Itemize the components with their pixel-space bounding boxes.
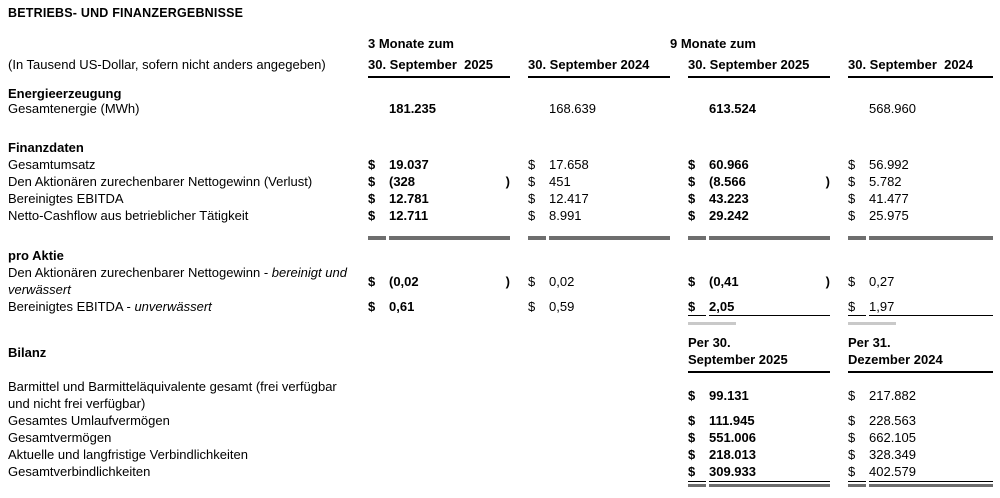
currency-sign: $ xyxy=(688,387,696,403)
value-cell xyxy=(368,273,510,290)
separator-bar xyxy=(389,236,510,240)
section-title-energy: Energieerzeugung xyxy=(8,86,122,101)
value: 12.711 xyxy=(389,208,429,223)
value-cell xyxy=(848,190,993,207)
section-title-financial: Finanzdaten xyxy=(8,140,84,155)
value-cell xyxy=(848,429,993,446)
currency-sign xyxy=(688,100,706,117)
close-paren: ) xyxy=(825,273,830,289)
value-cell xyxy=(528,273,670,290)
value: 12.417 xyxy=(549,191,589,206)
separator-bar xyxy=(528,236,546,240)
currency-sign: $ xyxy=(528,299,536,314)
value: 309.933 xyxy=(709,463,830,482)
value: 1,97 xyxy=(869,299,993,316)
value: 43.223 xyxy=(709,191,749,206)
value-cell xyxy=(368,190,510,207)
col-header-3m-2024: 30. September 2024 xyxy=(528,56,670,78)
currency-sign: $ xyxy=(368,157,376,172)
value: 0,02 xyxy=(549,273,575,289)
value: 17.658 xyxy=(549,157,589,172)
row-label: Bereinigtes EBITDA xyxy=(8,191,124,206)
section-per-share xyxy=(0,247,1000,264)
value-cell xyxy=(848,387,993,404)
section-title-per-share: pro Aktie xyxy=(8,248,64,263)
faint-rule-cell xyxy=(848,322,993,325)
table-row-revenue xyxy=(0,156,1000,173)
value-cell xyxy=(848,412,993,429)
currency-sign: $ xyxy=(688,463,706,482)
value: 5.782 xyxy=(869,174,902,189)
value-cell xyxy=(368,299,510,314)
value: 2,05 xyxy=(709,299,830,316)
value-cell xyxy=(368,207,510,224)
section-separator-row xyxy=(0,236,1000,240)
currency-sign: $ xyxy=(848,430,856,445)
value-cell xyxy=(688,299,830,316)
value: 168.639 xyxy=(549,101,596,116)
row-label: Gesamtenergie (MWh) xyxy=(8,101,140,116)
separator-bar xyxy=(848,484,866,487)
currency-sign: $ xyxy=(528,208,536,223)
value: 217.882 xyxy=(869,387,916,403)
header-line: Per 31. xyxy=(848,335,891,350)
currency-sign: $ xyxy=(368,299,376,314)
table-row-eps-diluted xyxy=(0,264,1000,298)
row-label: Gesamtumsatz xyxy=(8,157,96,172)
currency-sign: $ xyxy=(688,413,696,428)
value: (0,02 xyxy=(389,273,419,289)
currency-sign: $ xyxy=(688,273,696,289)
table-row-total-liabilities xyxy=(0,463,1000,482)
separator-bar xyxy=(688,236,706,240)
row-label-italic: unverwässert xyxy=(134,299,212,314)
value-cell xyxy=(848,156,993,173)
currency-sign: $ xyxy=(848,273,856,289)
separator-cell xyxy=(848,236,993,240)
value: 25.975 xyxy=(869,208,909,223)
table-row-total-assets xyxy=(0,429,1000,446)
col-header-3m-2025: 30. September 2025 xyxy=(368,56,510,78)
value-cell xyxy=(688,100,830,117)
close-paren: ) xyxy=(505,174,510,189)
table-row-ebitda-basic xyxy=(0,299,1000,316)
table-row-adj-ebitda xyxy=(0,190,1000,207)
separator-bar xyxy=(709,484,830,487)
value: 0,27 xyxy=(869,273,895,289)
row-label: Gesamtes Umlaufvermögen xyxy=(8,413,170,428)
row-label xyxy=(8,264,368,298)
header-line: September 2025 xyxy=(688,352,788,367)
row-label-italic: bereinigt und verwässert xyxy=(8,265,347,297)
page-title: BETRIEBS- UND FINANZERGEBNISSE xyxy=(8,6,244,20)
currency-sign: $ xyxy=(848,387,856,403)
currency-sign: $ xyxy=(848,463,866,482)
value-cell xyxy=(688,173,830,190)
currency-sign: $ xyxy=(688,191,696,206)
value-cell xyxy=(688,412,830,429)
currency-sign: $ xyxy=(688,157,696,172)
currency-sign: $ xyxy=(848,174,856,189)
separator-cell xyxy=(528,236,670,240)
units-note: (In Tausend US-Dollar, sofern nicht anders angegeben) xyxy=(8,57,326,72)
currency-sign: $ xyxy=(688,208,696,223)
value-cell xyxy=(368,156,510,173)
row-label: Den Aktionären zurechenbarer Nettogewinn (Verlust) xyxy=(8,174,313,189)
value-cell xyxy=(688,429,830,446)
currency-sign: $ xyxy=(688,447,696,462)
separator-cell xyxy=(368,236,510,240)
currency-sign: $ xyxy=(688,174,696,189)
value: 662.105 xyxy=(869,430,916,445)
value: 218.013 xyxy=(709,447,756,462)
row-label-text: Bereinigtes EBITDA - xyxy=(8,299,135,314)
col-header-balance-2024 xyxy=(848,334,993,373)
currency-sign: $ xyxy=(688,299,706,316)
value: 0,61 xyxy=(389,299,415,314)
row-label: Barmittel und Barmitteläquivalente gesamt (frei verfügbar und nicht frei verfügbar) xyxy=(8,379,337,411)
value-cell xyxy=(688,463,830,482)
section-financial xyxy=(0,139,1000,156)
group-header-9-months: 9 Monate zum xyxy=(670,36,756,51)
value: 328.349 xyxy=(869,447,916,462)
value-cell xyxy=(688,446,830,463)
currency-sign: $ xyxy=(368,273,376,289)
section-title-balance: Bilanz xyxy=(8,345,47,360)
value: 613.524 xyxy=(709,101,756,116)
close-paren: ) xyxy=(825,174,830,189)
row-label: Gesamtverbindlichkeiten xyxy=(8,464,151,479)
currency-sign xyxy=(528,100,546,117)
value-cell xyxy=(368,100,510,117)
value-cell xyxy=(688,207,830,224)
header-line: Dezember 2024 xyxy=(848,352,943,367)
currency-sign: $ xyxy=(848,191,856,206)
value: 551.006 xyxy=(709,430,756,445)
value-cell xyxy=(848,463,993,482)
table-row-current-assets xyxy=(0,412,1000,429)
currency-sign: $ xyxy=(848,208,856,223)
column-header-row xyxy=(0,56,1000,78)
row-label: Netto-Cashflow aus betrieblicher Tätigkeit xyxy=(8,208,249,223)
bottom-separator-row xyxy=(0,484,1000,487)
value: 402.579 xyxy=(869,463,993,482)
value-cell xyxy=(528,100,670,117)
header-line: Per 30. xyxy=(688,335,731,350)
separator-bar xyxy=(688,484,706,487)
value: 19.037 xyxy=(389,157,429,172)
currency-sign: $ xyxy=(848,299,866,316)
value: 568.960 xyxy=(869,101,916,116)
currency-sign xyxy=(368,100,386,117)
value-cell xyxy=(528,299,670,314)
value: 60.966 xyxy=(709,157,749,172)
separator-bar xyxy=(709,236,830,240)
table-row-net-cashflow xyxy=(0,207,1000,224)
value-cell xyxy=(528,207,670,224)
value-cell xyxy=(848,446,993,463)
value: 451 xyxy=(549,174,571,189)
currency-sign: $ xyxy=(528,273,536,289)
table-row-cash xyxy=(0,378,1000,412)
row-label: Gesamtvermögen xyxy=(8,430,112,445)
value: 56.992 xyxy=(869,157,909,172)
double-rule-faint xyxy=(848,322,896,325)
separator-bar xyxy=(869,236,993,240)
currency-sign: $ xyxy=(368,174,376,189)
close-paren: ) xyxy=(505,273,510,289)
separator-cell xyxy=(848,484,993,487)
col-header-balance-2025 xyxy=(688,334,830,373)
currency-sign: $ xyxy=(368,191,376,206)
value: 41.477 xyxy=(869,191,909,206)
group-header-row xyxy=(0,35,1000,52)
value: 111.945 xyxy=(709,413,755,428)
separator-cell xyxy=(688,236,830,240)
value-cell xyxy=(848,299,993,316)
value: (8.566 xyxy=(709,174,746,189)
value: 12.781 xyxy=(389,191,429,206)
currency-sign: $ xyxy=(368,208,376,223)
currency-sign: $ xyxy=(528,191,536,206)
faint-rule-row xyxy=(0,322,1000,325)
value-cell xyxy=(688,190,830,207)
group-header-3-months: 3 Monate zum xyxy=(368,36,454,51)
currency-sign: $ xyxy=(848,157,856,172)
value-cell xyxy=(688,156,830,173)
value-cell xyxy=(848,273,993,290)
currency-sign: $ xyxy=(688,430,696,445)
table-row-energy xyxy=(0,100,1000,117)
value-cell xyxy=(528,173,670,190)
row-label xyxy=(8,299,368,314)
value-cell xyxy=(368,173,510,190)
value: 181.235 xyxy=(389,101,436,116)
table-row-net-income xyxy=(0,173,1000,190)
value: 0,59 xyxy=(549,299,575,314)
value-cell xyxy=(528,190,670,207)
value: (328 xyxy=(389,174,416,189)
value-cell xyxy=(688,273,830,290)
faint-rule-cell xyxy=(688,322,830,325)
row-label-text: Den Aktionären zurechenbarer Nettogewinn - xyxy=(8,265,272,280)
col-header-9m-2025: 30. September 2025 xyxy=(688,56,830,78)
col-header-9m-2024: 30. September 2024 xyxy=(848,56,993,78)
separator-cell xyxy=(688,484,830,487)
double-rule-faint xyxy=(688,322,736,325)
value: (0,41 xyxy=(709,273,739,289)
value: 8.991 xyxy=(549,208,582,223)
value: 228.563 xyxy=(869,413,916,428)
currency-sign: $ xyxy=(848,447,856,462)
currency-sign: $ xyxy=(528,174,536,189)
table-row-liabilities xyxy=(0,446,1000,463)
row-label: Aktuelle und langfristige Verbindlichkeiten xyxy=(8,447,248,462)
separator-bar xyxy=(549,236,670,240)
value-cell xyxy=(848,173,993,190)
value-cell xyxy=(848,100,993,117)
currency-sign xyxy=(848,100,866,117)
separator-bar xyxy=(848,236,866,240)
value-cell xyxy=(688,387,830,404)
currency-sign: $ xyxy=(848,413,856,428)
currency-sign: $ xyxy=(528,157,536,172)
value: 29.242 xyxy=(709,208,749,223)
separator-bar xyxy=(368,236,386,240)
value: 99.131 xyxy=(709,387,749,403)
separator-bar xyxy=(869,484,993,487)
value-cell xyxy=(528,156,670,173)
value-cell xyxy=(848,207,993,224)
balance-header-row xyxy=(0,334,1000,373)
